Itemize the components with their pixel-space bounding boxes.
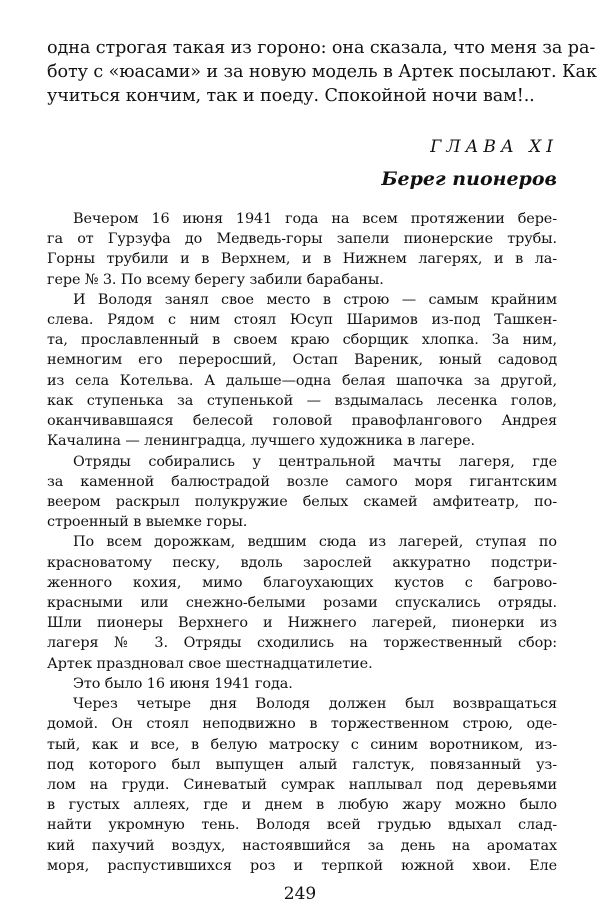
text-line: слева. Рядом с ним стоял Юсуп Шаримов из-под Ташкен-: [47, 312, 557, 329]
text-line: женного кохия, мимо благоухающих кустов с багрово-: [47, 574, 557, 591]
text-line: строенный в выемке горы.: [47, 514, 248, 531]
text-line: домой. Он стоял неподвижно в торжественном строю, оде-: [47, 716, 557, 733]
text-line: за каменной балюстрадой возле самого моря гигантским: [47, 473, 557, 490]
text-line: лом на груди. Синеватый сумрак наплывал под деревьями: [47, 776, 557, 793]
text-line: как ступенька за ступенькой — вздымалась лесенка голов,: [47, 392, 557, 409]
text-line: га от Гурзуфа до Медведь-горы запели пионерские трубы.: [47, 231, 557, 248]
text-line: оканчивавшаяся белесой головой правофлангового Андрея: [47, 413, 557, 430]
text-line: красноватому песку, вдоль зарослей аккуратно подстри-: [47, 554, 557, 571]
text-line: кий пахучий воздух, настоявшийся за день на ароматах: [47, 837, 557, 854]
text-line: немногим его переросший, Остап Вареник, юный садовод: [47, 352, 557, 369]
text-line: в густых аллеях, где и днем в любую жару можно было: [47, 797, 557, 814]
text-line: Через четыре дня Володя должен был возвращаться: [73, 696, 557, 713]
text-line: Артек праздновал свое шестнадцатилетие.: [47, 655, 373, 672]
chapter-title: Берег пионеров: [381, 168, 557, 190]
chapter-heading: ГЛАВА XI: [430, 137, 558, 157]
text-line: Горны трубили и в Верхнем, и в Нижнем лагерях, и в ла-: [47, 251, 557, 268]
text-line: моря, распустившихся роз и терпкой южной хвои. Еле: [47, 857, 557, 874]
text-line: учиться кончим, так и поеду. Спокойной ночи вам!..: [47, 86, 535, 106]
text-line: Шли пионеры Верхнего и Нижнего лагерей, пионерки из: [47, 615, 557, 632]
text-line: гере № 3. По всему берегу забили барабаны.: [47, 271, 384, 288]
text-line: Это было 16 июня 1941 года.: [73, 675, 293, 692]
text-line: та, прославленный в своем краю сборщик хлопка. За ним,: [47, 332, 557, 349]
text-line: Вечером 16 июня 1941 года на всем протяжении бере-: [73, 211, 557, 227]
text-line: По всем дорожкам, ведшим сюда из лагерей, ступая по: [73, 534, 557, 551]
text-line: боту с «юасами» и за новую модель в Артек посылают. Как: [47, 62, 597, 82]
text-line: Отряды собирались у центральной мачты лагеря, где: [73, 453, 557, 470]
text-line: одна строгая такая из гороно: она сказала, что меня за ра-: [47, 38, 596, 58]
text-line: Качалина — ленинградца, лучшего художника в лагере.: [47, 433, 475, 450]
text-line: под которого был выпущен алый галстук, повязанный уз-: [47, 756, 557, 773]
text-line: веером раскрыл полукружие белых скамей амфитеатр, по-: [47, 493, 557, 510]
text-line: И Володя занял свое место в строю — самым крайним: [73, 291, 557, 308]
text-line: тый, как и все, в белую матроску с синим воротником, из-: [47, 736, 557, 753]
text-line: красными или снежно-белыми розами спускались отряды.: [47, 595, 557, 612]
text-line: найти укромную тень. Володя всей грудью вдыхал слад-: [47, 817, 557, 834]
text-line: из села Котельва. А дальше—одна белая шапочка за другой,: [47, 372, 557, 389]
text-line: лагеря № 3. Отряды сходились на торжественный сбор:: [47, 635, 557, 652]
page-number: 249: [283, 884, 317, 904]
